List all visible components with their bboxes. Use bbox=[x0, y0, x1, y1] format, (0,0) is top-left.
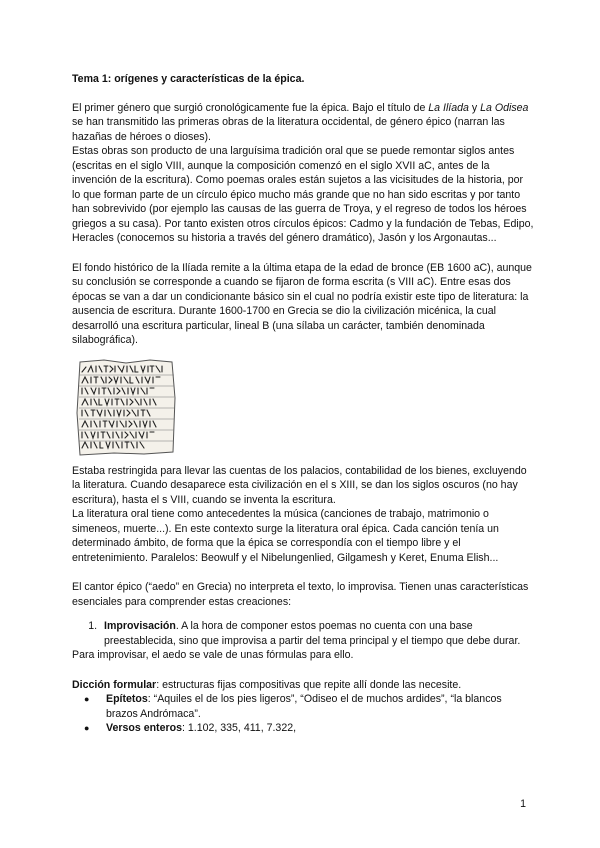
bullet-list bbox=[72, 692, 534, 736]
paragraph-diccion-formular bbox=[72, 678, 534, 693]
term-improvisacion: Improvisación bbox=[104, 620, 176, 632]
title-iliada: La Ilíada bbox=[428, 101, 469, 114]
term-versos-enteros: Versos enteros bbox=[106, 722, 182, 734]
text-improvisacion: . A la hora de componer estos poemas no cuenta con una base preestablecida, sino que improvisa a partir del tema principal y el tiempo que debe durar. bbox=[104, 620, 521, 647]
paragraph-historical-background: El fondo histórico de la Ilíada remite a la última etapa de la edad de bronce (EB 1600 aC), aunque su conclusión se corresponde a cuando se fijaron de forma escrita (s VIII aC). Entre esas dos épocas se van a dar un condicionante básico sin el cual no podría existir este tipo de literatura: la ausencia de escritura. Durante 1600-1700 en Grecia se dio la civilización micénica, la cual desarrolló una escritura particular, lineal B (una sílaba un carácter, también denominada silabográfica). bbox=[72, 261, 532, 346]
paragraph-intro-conj: y bbox=[468, 101, 481, 114]
paragraph-formulas: Para improvisar, el aedo se vale de unas fórmulas para ello. bbox=[72, 649, 354, 661]
term-epitetos: Epítetos bbox=[106, 693, 148, 705]
title-odisea: La Odisea bbox=[480, 101, 529, 114]
term-diccion-formular: Dicción formular bbox=[72, 678, 157, 691]
numbered-list bbox=[72, 619, 534, 648]
bullet-item-epitetos bbox=[100, 692, 534, 721]
text-epitetos: : “Aquiles el de los pies ligeros”, “Odiseo el de muchos ardides”, “la blancos brazos Andrómaca”. bbox=[106, 693, 502, 720]
text-diccion-formular: : estructuras fijas compositivas que repite allí donde las necesite. bbox=[156, 678, 462, 691]
paragraph-intro-text-b: se han transmitido las primeras obras de la literatura occidental, de género épico (narran las hazañas de héroes o dioses). bbox=[72, 116, 505, 143]
paragraph-oral-tradition: Estas obras son producto de una larguísima tradición oral que se puede remontar siglos antes (escritas en el siglo VIII, aunque la composición comenzó en el siglo XVII aC, antes de la invención de la escritura). Como poemas orales están sujetos a las vicisitudes de la historia, por lo que forman parte de un círculo épico mucho más grande que no han sido escritas y por tanto han sobrevivido (por ejemplo las causas de las guerra de Troya, y el regreso de todos los héroes griegos a su casa). Por tanto existen otros círculos épicos: Cadmo y la fundación de Tebas, Edipo, Heracles (conocemos su historia a través del género dramático), Jasón y los Argonautas... bbox=[72, 145, 534, 244]
bullet-item-versos-enteros bbox=[100, 721, 534, 736]
paragraph-intro bbox=[72, 101, 534, 145]
page-title: Tema 1: orígenes y características de la épica. bbox=[72, 73, 305, 85]
text-versos-enteros: : 1.102, 335, 411, 7.322, bbox=[181, 722, 297, 734]
paragraph-oral-literature: La literatura oral tiene como antecedentes la música (canciones de trabajo, matrimonio o simeneos, muerte...). En este contexto surge la literatura oral épica. Cada canción tenía un determinado ámbito, de forma que la épica se correspondía con el tiempo libre y el entretenimiento. Paralelos: Beowulf y el Nibelungenlied, Gilgamesh y Keret, Enuma Elish... bbox=[72, 508, 499, 564]
linear-b-tablet-image bbox=[74, 358, 178, 456]
paragraph-intro-text-a: El primer género que surgió cronológicamente fue la épica. Bajo el título de bbox=[72, 101, 429, 114]
page-number: 1 bbox=[520, 798, 526, 810]
page-content bbox=[72, 72, 534, 736]
list-item-improvisacion bbox=[100, 619, 534, 648]
paragraph-linear-b-usage: Estaba restringida para llevar las cuentas de los palacios, contabilidad de los bienes, excluyendo la literatura. Cuando desaparece esta civilización en el s XIII, se dan los siglos oscuros (no hay escritura), hasta el s VIII, cuando se inventa la escritura. bbox=[72, 464, 527, 506]
paragraph-epic-singer: El cantor épico (“aedo” en Grecia) no interpreta el texto, lo improvisa. Tienen unas características esenciales para comprender estas creaciones: bbox=[72, 581, 529, 608]
